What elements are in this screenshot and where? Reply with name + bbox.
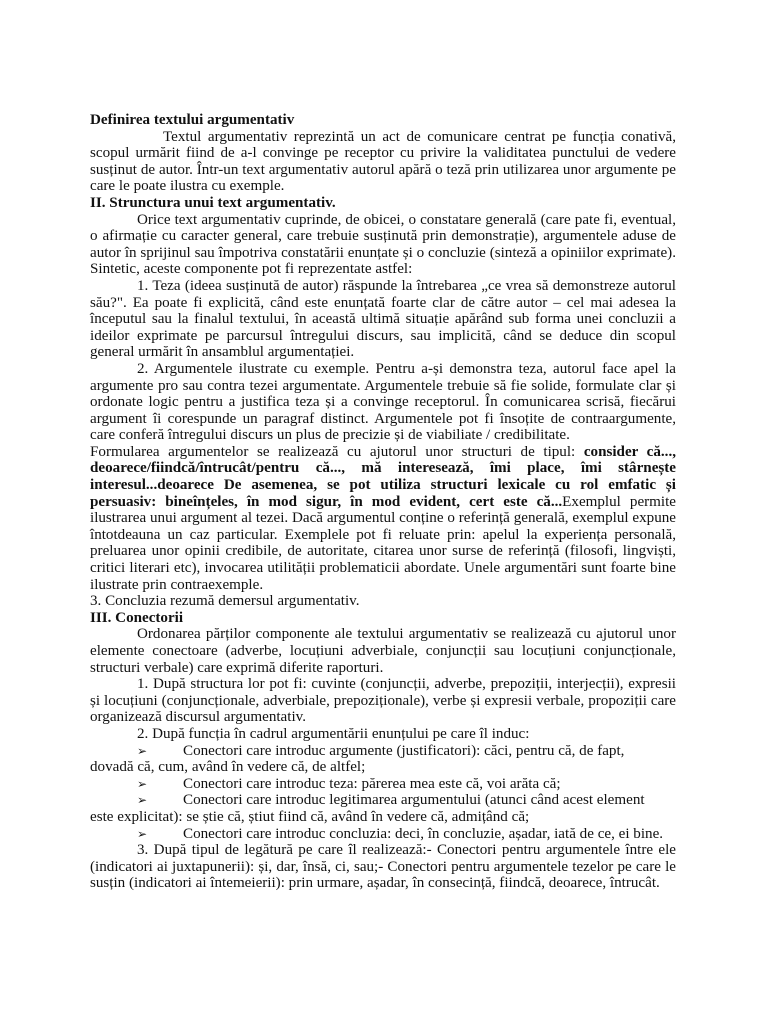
arrow-bullet-icon: ➢ <box>137 793 148 808</box>
paragraph-connectors-structure: 1. După structura lor pot fi: cuvinte (conjuncții, adverbe, prepoziții, interjecții), expresii și locuțiuni (conjuncționale, adverbiale, prepoziționale), verbe și expresii verbale, propoziții care organizează discursul argumentativ. <box>90 676 676 726</box>
paragraph-thesis: 1. Teza (ideea susținută de autor) răspunde la întrebarea „ce vrea să demonstreze autorul său?". Ea poate fi explicită, când este enunțată foarte clar de către autor – cel mai adesea la începutul sau la finalul textului, în această ultimă situație apărând sub forma unei concluzii a ideilor exprimate pe parcursul întregului discurs, sau implicită, când se deduce din scopul general urmărit în ansamblul argumentației. <box>90 277 676 361</box>
arrow-bullet-icon: ➢ <box>137 826 148 841</box>
paragraph-connectors-function: 2. După funcția în cadrul argumentării enunțului pe care îl induc: <box>137 725 530 742</box>
paragraph-structure: Orice text argumentativ cuprinde, de obicei, o constatare generală (care pate fi, eventual, o afirmație cu caracter general, care trebuie susținută prin demonstrație), argumentele aduse de autor în sprijinul sau împotriva constatării enunțate și o concluzie (sinteză a opiniilor exprimate). Sintetic, aceste componente pot fi reprezentate astfel: <box>90 211 676 278</box>
paragraph-formulation <box>90 444 676 593</box>
formulation-structures: consider că..., deoarece/fiindcă/întrucât/pentru că..., mă interesează, îmi place, îmi stârnește interesul...deoarece De asemenea, se pot utiliza structuri lexicale cu rol emfatic și persuasiv: bineînțeles, în mod sigur, în mod evident, cert este că... <box>90 443 677 510</box>
section-title: Definirea textului argumentativ <box>90 112 295 128</box>
arrow-bullet-icon: ➢ <box>137 776 148 791</box>
bullet-item-arguments: ➢ Conectori care introduc argumente (justificatori): căci, pentru că, de fapt, dovadă că, cum, având în vedere că, de altfel; <box>90 742 625 776</box>
paragraph-connectors-link: 3. După tipul de legătură pe care îl realizează:- Conectori pentru argumentele între ele (indicatori ai juxtapunerii): și, dar, însă, ci, sau;- Conectori pentru argumentele tezelor pe care le susțin (indicatori ai întemeierii): prin urmare, așadar, în consecință, fiindcă, deoarece, întrucât. <box>90 842 676 892</box>
paragraph-conclusion: 3. Concluzia rezumă demersul argumentativ. <box>90 593 360 610</box>
document-page <box>90 112 676 892</box>
paragraph-definition: Textul argumentativ reprezintă un act de comunicare centrat pe funcția conativă, scopul urmărit fiind de a-l convinge pe receptor cu privire la validitatea punctului de vedere susținut de autor. Într-un text argumentativ autorul apără o teză prin utilizarea unor argumente pe care le poate ilustra cu exemple. <box>90 128 676 195</box>
section-heading-structure: II. Strunctura unui text argumentativ. <box>90 194 336 211</box>
paragraph-connectors: Ordonarea părților componente ale textului argumentativ se realizează cu ajutorul unor elemente conectoare (adverbe, locuțiuni adverbiale, conjuncții sau locuțiuni conjuncționale, structuri verbale) care exprimă diferite raporturi. <box>90 626 676 676</box>
formulation-intro: Formularea argumentelor se realizează cu ajutorul unor structuri de tipul: <box>90 443 584 460</box>
arrow-bullet-icon: ➢ <box>137 743 148 758</box>
bullet-item-thesis: ➢ Conectori care introduc teza: părerea mea este că, voi arăta că; <box>137 775 561 792</box>
section-heading-connectors: III. Conectorii <box>90 609 184 626</box>
formulation-examples: Exemplul permite ilustrarea unui argument al tezei. Dacă argumentul conține o referință generală, exemplul expune întotdeauna un caz particular. Exemplele pot fi reluate prin: apelul la experiența personală, preluarea unor opinii credibile, de autoritate, citarea unor surse de referință (filosofi, lingviști, critici literari etc), invocarea utilității problematicii abordate. Unele argumentări sunt foarte bine ilustrate prin contraexemple. <box>90 493 676 593</box>
bullet-item-legitimation: ➢ Conectori care introduc legitimarea argumentului (atunci când acest element este explicitat): se știe că, știut fiind că, având în vedere că, admițând că; <box>90 792 645 825</box>
paragraph-arguments: 2. Argumentele ilustrate cu exemple. Pentru a-și demonstra teza, autorul face apel la argumente pro sau contra tezei argumentate. Argumentele trebuie să fie solide, formulate clar și ordonate logic pentru a justifica teza și a convinge receptorul. În comunicarea scrisă, fiecărui argument îi corespunde un paragraf distinct. Argumentele pot fi însoțite de contraargumente, care conferă întregului discurs un plus de precizie și de viabiliate / credibilitate. <box>90 360 676 444</box>
bullet-item-conclusion: ➢ Conectori care introduc concluzia: deci, în concluzie, așadar, iată de ce, ei bine. <box>137 825 664 842</box>
